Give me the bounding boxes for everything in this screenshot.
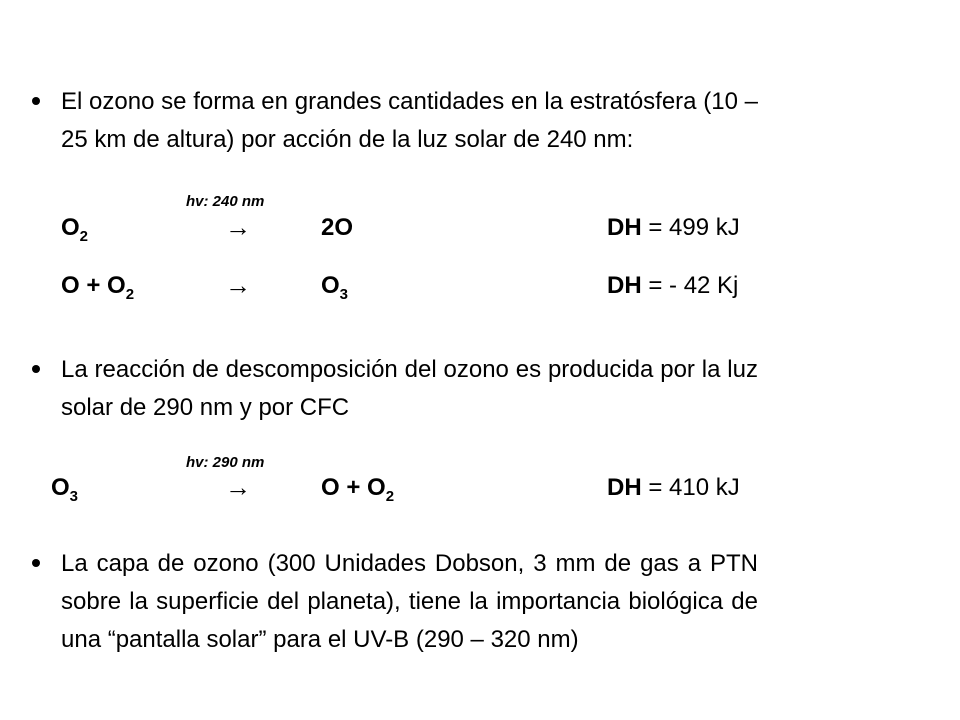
enthalpy-value: = - 42 Kj	[648, 272, 739, 299]
bullet-2	[32, 365, 40, 373]
reaction-2-product	[321, 272, 348, 303]
photon-label-290: hv: 290 nm	[186, 454, 265, 471]
enthalpy-label: DH	[607, 214, 642, 241]
paragraph-ozone-decomposition: La reacción de descomposición del ozono es producida por la luz solar de 290 nm y por CFC	[61, 356, 758, 421]
photon-label-240: hv: 240 nm	[186, 193, 265, 210]
bullet-1	[32, 97, 40, 105]
enthalpy-value: = 499 kJ	[648, 214, 740, 241]
reactant-subscript: 3	[69, 488, 79, 505]
enthalpy-label: DH	[607, 474, 642, 501]
reaction-3-reactant	[51, 474, 78, 505]
product-subscript: 2	[385, 488, 395, 505]
enthalpy-label: DH	[607, 272, 642, 299]
reactant-subscript: 2	[125, 286, 135, 303]
product-symbol: O	[321, 272, 340, 299]
reaction-1-reactant	[61, 214, 88, 245]
paragraph-ozone-formation: El ozono se forma en grandes cantidades en la estratósfera (10 – 25 km de altura) por acción de la luz solar de 240 nm:	[61, 88, 758, 153]
reaction-2-arrow: →	[225, 270, 251, 300]
reaction-1-enthalpy	[607, 214, 740, 242]
product-symbol: O + O	[321, 474, 386, 501]
reactant-symbol: O + O	[61, 272, 126, 299]
product-subscript: 3	[339, 286, 349, 303]
paragraph-ozone-layer: La capa de ozono (300 Unidades Dobson, 3 mm de gas a PTN sobre la superficie del planeta), tiene la importancia biológica de una “pantalla solar” para el UV-B (290 – 320 nm)	[61, 550, 758, 653]
reactant-symbol: O	[51, 474, 70, 501]
reaction-1-product: 2O	[321, 214, 354, 241]
reaction-2-reactant	[61, 272, 134, 303]
reaction-2-enthalpy	[607, 272, 738, 300]
reactant-subscript: 2	[79, 228, 89, 245]
reaction-3-arrow: →	[225, 472, 251, 502]
reactant-symbol: O	[61, 214, 80, 241]
bullet-3	[32, 559, 40, 567]
reaction-1-arrow: →	[225, 212, 251, 242]
enthalpy-value: = 410 kJ	[648, 474, 740, 501]
reaction-3-enthalpy	[607, 474, 740, 502]
reaction-3-product	[321, 474, 394, 505]
